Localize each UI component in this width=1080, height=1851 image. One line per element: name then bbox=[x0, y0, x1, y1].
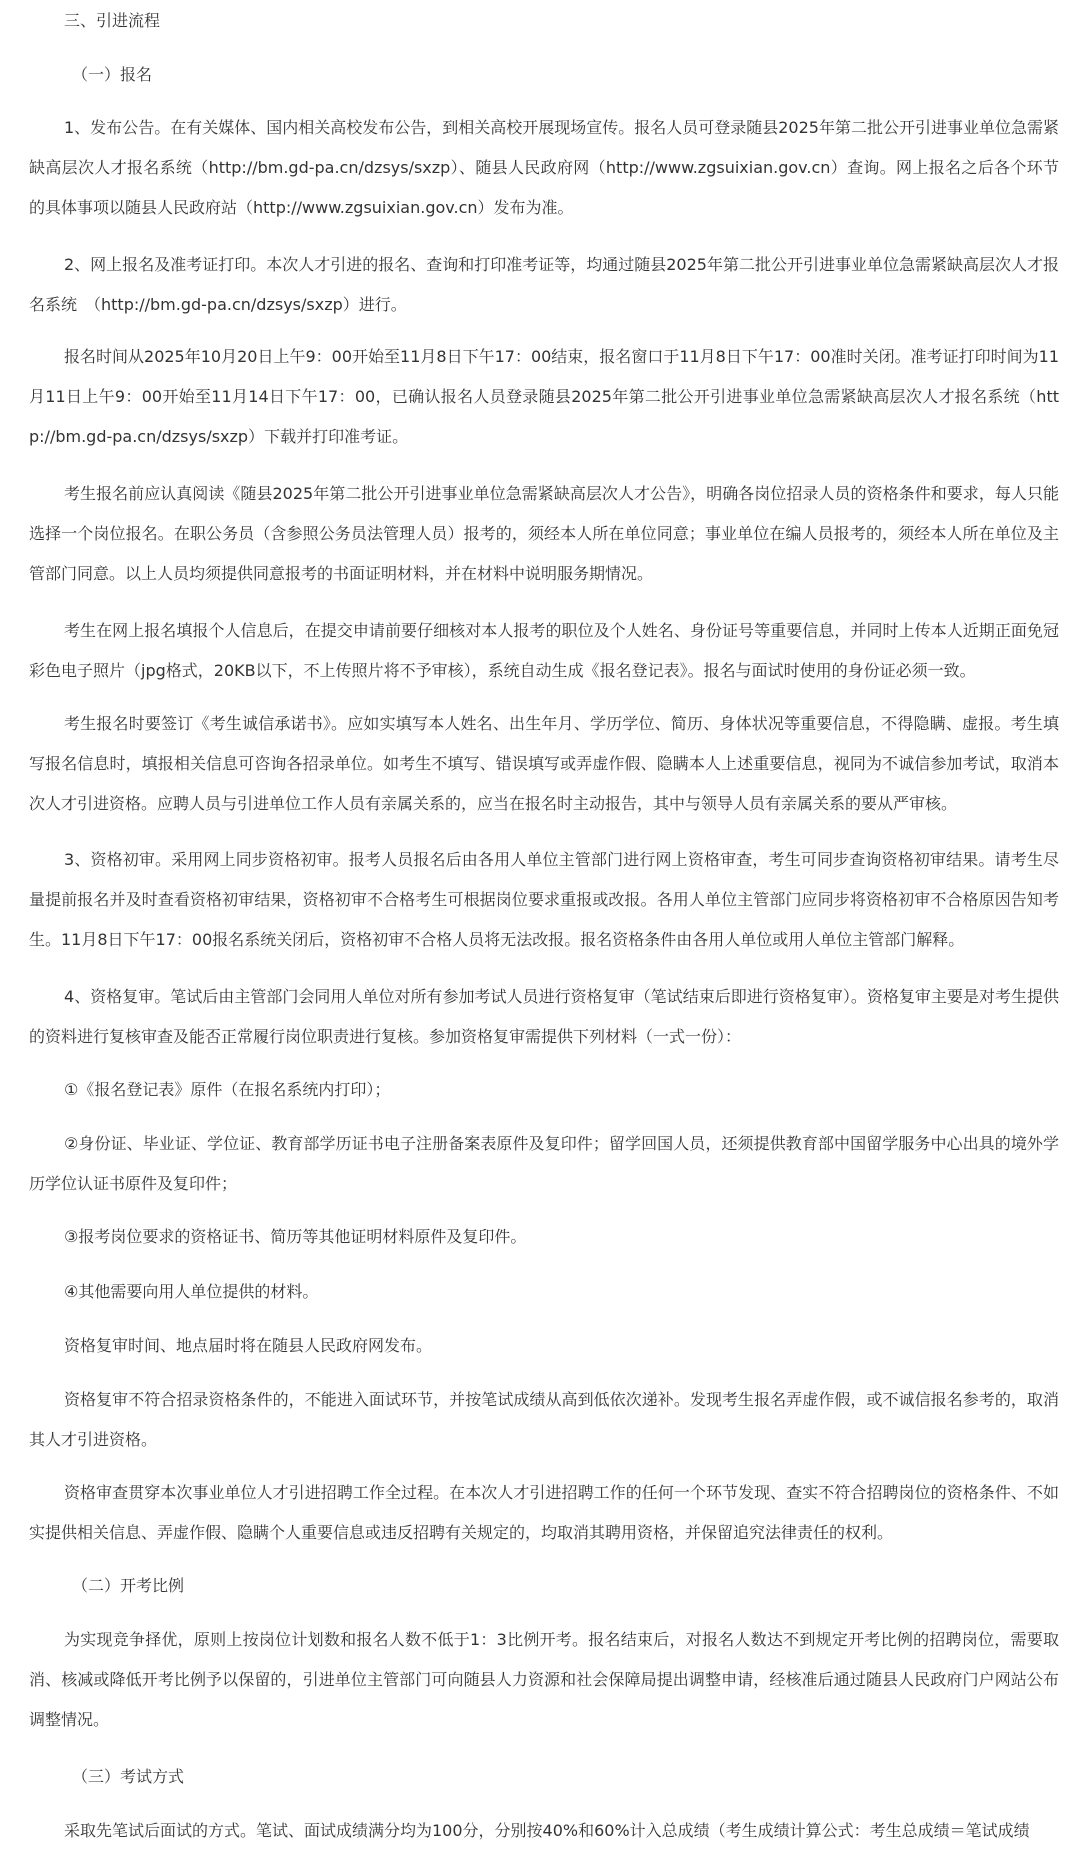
subheading-registration: （一）报名 bbox=[72, 65, 153, 84]
paragraph-publish-announcement: 1、发布公告。在有关媒体、国内相关高校发布公告，到相关高校开展现场宣传。报名人员可登录随县2025年第二批公开引进事业单位急需紧缺高层次人才报名系统（http://bm.gd-pa.cn/dzsys/sxzp）、随县人民政府网（http://www.zgsuixian.gov.cn）查询。网上报名之后各个环节的具体事项以随县人民政府站（http://www.zgsuixian.gov.cn）发布为准。 bbox=[29, 118, 1059, 217]
paragraph-recheck-time: 资格复审时间、地点届时将在随县人民政府网发布。 bbox=[64, 1336, 433, 1355]
paragraph-item-2: ②身份证、毕业证、学位证、教育部学历证书电子注册备案表原件及复印件；留学回国人员，还须提供教育部中国留学服务中心出具的境外学历学位认证书原件及复印件； bbox=[29, 1134, 1059, 1193]
paragraph-exam-method: 采取先笔试后面试的方式。笔试、面试成绩满分均为100分，分别按40%和60%计入总成绩（考生成绩计算公式：考生总成绩＝笔试成绩 bbox=[64, 1821, 1030, 1840]
paragraph-item-3: ③报考岗位要求的资格证书、简历等其他证明材料原件及复印件。 bbox=[64, 1227, 527, 1246]
subheading-exam-method: （三）考试方式 bbox=[72, 1767, 185, 1786]
paragraph-item-1: ①《报名登记表》原件（在报名系统内打印）； bbox=[64, 1080, 391, 1099]
paragraph-preliminary-review: 3、资格初审。采用网上同步资格初审。报考人员报名后由各用人单位主管部门进行网上资格审查，考生可同步查询资格初审结果。请考生尽量提前报名并及时查看资格初审结果，资格初审不合格考生可根据岗位要求重报或改报。各用人单位主管部门应同步将资格初审不合格原因告知考生。11月8日下午17：00报名系统关闭后，资格初审不合格人员将无法改报。报名资格条件由各用人单位或用人单位主管部门解释。 bbox=[29, 850, 1059, 949]
paragraph-integrity-pledge: 考生报名时要签订《考生诚信承诺书》。应如实填写本人姓名、出生年月、学历学位、简历、身体状况等重要信息，不得隐瞒、虚报。考生填写报名信息时，填报相关信息可咨询各招录单位。如考生不填写、错误填写或弄虚作假、隐瞒本人上述重要信息，视同为不诚信参加考试，取消本次人才引进资格。应聘人员与引进单位工作人员有亲属关系的，应当在报名时主动报告，其中与领导人员有亲属关系的要从严审核。 bbox=[29, 714, 1059, 813]
paragraph-exam-ratio: 为实现竞争择优，原则上按岗位计划数和报名人数不低于1：3比例开考。报名结束后，对报名人数达不到规定开考比例的招聘岗位，需要取消、核减或降低开考比例予以保留的，引进单位主管部门可向随县人力资源和社会保障局提出调整申请，经核准后通过随县人民政府门户网站公布调整情况。 bbox=[29, 1630, 1059, 1729]
paragraph-qualification-recheck: 4、资格复审。笔试后由主管部门会同用人单位对所有参加考试人员进行资格复审（笔试结束后即进行资格复审）。资格复审主要是对考生提供的资料进行复核审查及能否正常履行岗位职责进行复核。参加资格复审需提供下列材料（一式一份）： bbox=[29, 987, 1059, 1046]
paragraph-item-4: ④其他需要向用人单位提供的材料。 bbox=[64, 1282, 319, 1301]
section-title: 三、引进流程 bbox=[64, 11, 161, 30]
paragraph-fill-personal-info: 考生在网上报名填报个人信息后，在提交申请前要仔细核对本人报考的职位及个人姓名、身份证号等重要信息，并同时上传本人近期正面免冠彩色电子照片（jpg格式，20KB以下，不上传照片将不予审核），系统自动生成《报名登记表》。报名与面试时使用的身份证必须一致。 bbox=[29, 621, 1059, 680]
paragraph-recheck-fail: 资格复审不符合招录资格条件的，不能进入面试环节，并按笔试成绩从高到低依次递补。发现考生报名弄虚作假，或不诚信报名参考的，取消其人才引进资格。 bbox=[29, 1390, 1059, 1449]
paragraph-read-announcement: 考生报名前应认真阅读《随县2025年第二批公开引进事业单位急需紧缺高层次人才公告》，明确各岗位招录人员的资格条件和要求，每人只能选择一个岗位报名。在职公务员（含参照公务员法管理人员）报考的，须经本人所在单位同意；事业单位在编人员报考的，须经本人所在单位及主管部门同意。以上人员均须提供同意报考的书面证明材料，并在材料中说明服务期情况。 bbox=[29, 484, 1059, 583]
subheading-exam-ratio: （二）开考比例 bbox=[72, 1576, 185, 1595]
paragraph-online-registration: 2、网上报名及准考证打印。本次人才引进的报名、查询和打印准考证等，均通过随县2025年第二批公开引进事业单位急需紧缺高层次人才报名系统 （http://bm.gd-pa.cn/dzsys/sxzp）进行。 bbox=[29, 255, 1059, 314]
paragraph-registration-time: 报名时间从2025年10月20日上午9：00开始至11月8日下午17：00结束，报名窗口于11月8日下午17：00准时关闭。准考证打印时间为11月11日上午9：00开始至11月14日下午17：00，已确认报名人员登录随县2025年第二批公开引进事业单位急需紧缺高层次人才报名系统（http://bm.gd-pa.cn/dzsys/sxzp）下载并打印准考证。 bbox=[29, 347, 1059, 446]
paragraph-review-throughout: 资格审查贯穿本次事业单位人才引进招聘工作全过程。在本次人才引进招聘工作的任何一个环节发现、查实不符合招聘岗位的资格条件、不如实提供相关信息、弄虚作假、隐瞒个人重要信息或违反招聘有关规定的，均取消其聘用资格，并保留追究法律责任的权利。 bbox=[29, 1483, 1059, 1542]
